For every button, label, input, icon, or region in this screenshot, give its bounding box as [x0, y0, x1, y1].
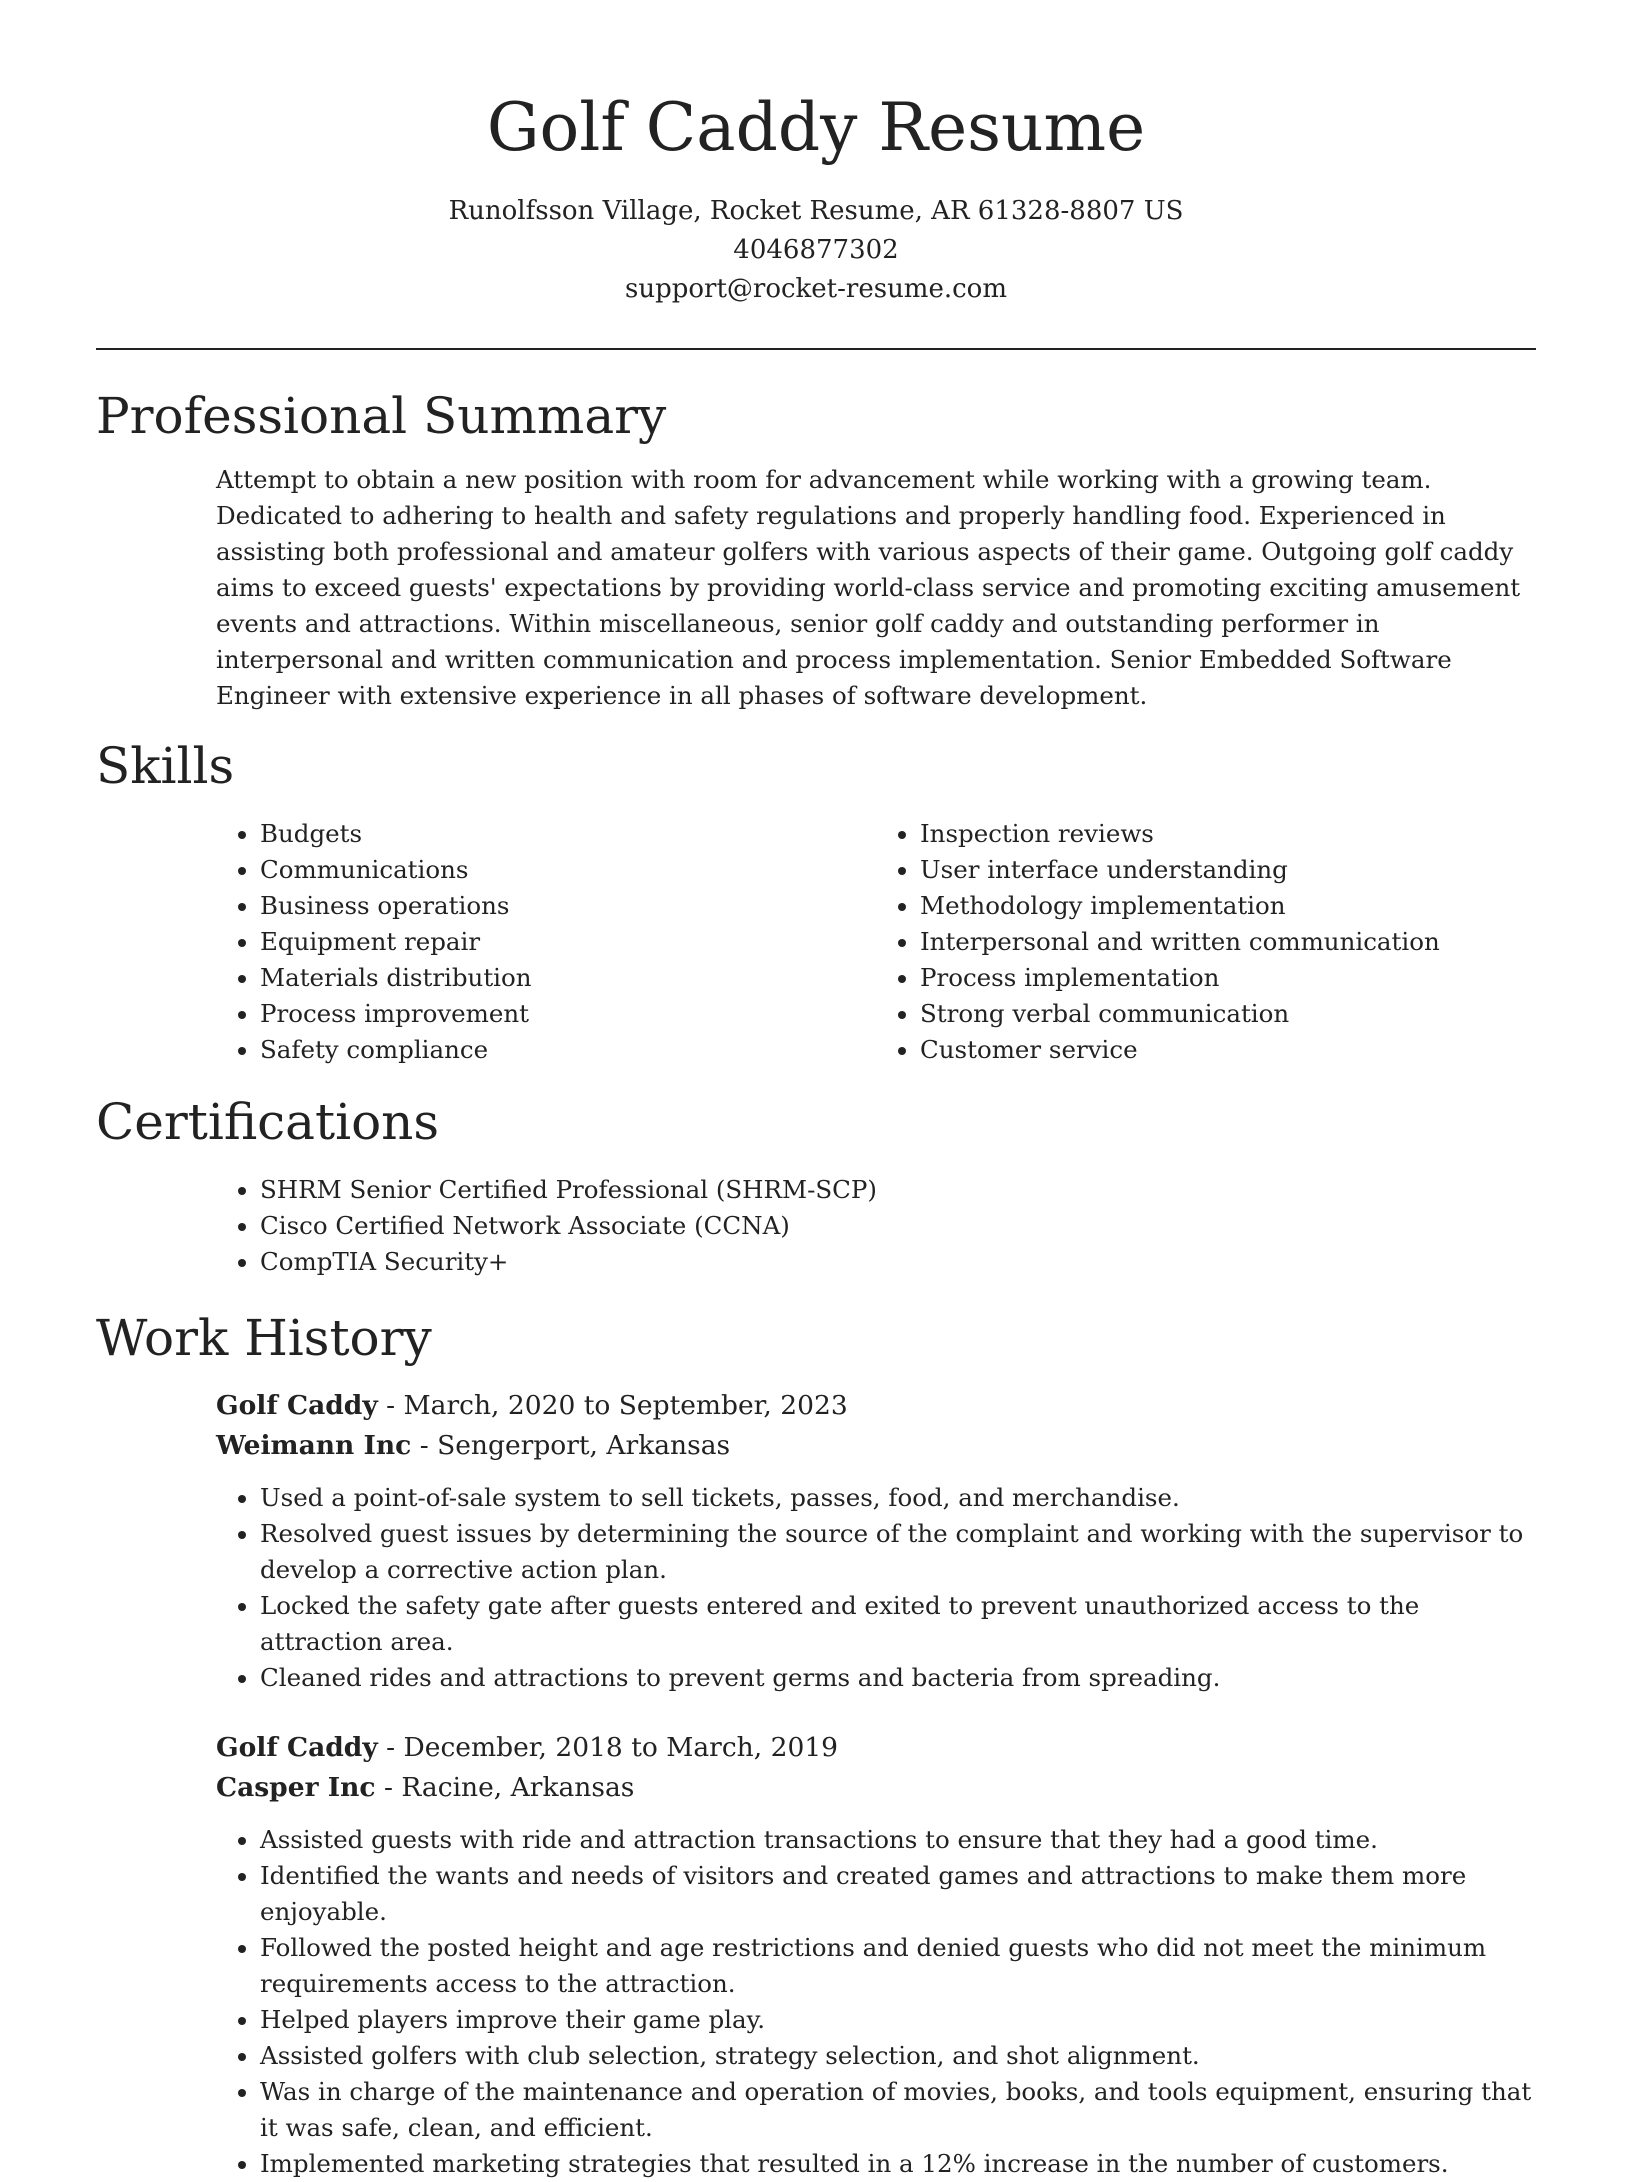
address: Runolfsson Village, Rocket Resume, AR 61328-8807 US: [448, 196, 1184, 226]
job-entry: [216, 1386, 1536, 1696]
job-bullet: • Assisted guests with ride and attraction transactions to ensure that they had a good time.: [260, 1822, 1536, 1858]
job-bullet: • Used a point-of-sale system to sell tickets, passes, food, and merchandise.: [260, 1480, 1536, 1516]
job-location: - Racine, Arkansas: [375, 1772, 635, 1803]
skill-item: • Process improvement: [260, 996, 876, 1032]
skills-column-2: [876, 816, 1536, 1068]
job-location: - Sengerport, Arkansas: [411, 1430, 731, 1461]
job-company: Casper Inc: [216, 1772, 376, 1803]
certifications-items: [216, 1172, 1536, 1280]
job-role-line: [216, 1728, 1536, 1768]
job-bullet: • Identified the wants and needs of visitors and created games and attractions to make them more enjoyable.: [260, 1858, 1536, 1930]
job-entry: [216, 1728, 1536, 2182]
skills-column-1: [216, 816, 876, 1068]
job-company: Weimann Inc: [216, 1430, 412, 1461]
job-bullet: • Followed the posted height and age restrictions and denied guests who did not meet the minimum requirements access to the attraction.: [260, 1930, 1536, 2002]
skill-item: • Interpersonal and written communication: [920, 924, 1536, 960]
skill-item: • Methodology implementation: [920, 888, 1536, 924]
job-bullet: • Helped players improve their game play.: [260, 2002, 1536, 2038]
resume-page: [96, 0, 1536, 2182]
contact-info: [96, 192, 1536, 309]
summary-heading: Professional Summary: [96, 387, 667, 445]
certifications-list: [216, 1172, 1536, 1280]
certification-item: • Cisco Certified Network Associate (CCNA): [260, 1208, 1536, 1244]
job-dates: - March, 2020 to September, 2023: [377, 1390, 848, 1421]
skill-item: • Materials distribution: [260, 960, 876, 996]
certification-item: • CompTIA Security+: [260, 1244, 1536, 1280]
job-role-line: [216, 1386, 1536, 1426]
header-divider: [96, 348, 1536, 350]
skill-item: • Communications: [260, 852, 876, 888]
skills-heading: Skills: [96, 737, 235, 795]
job-bullets: [216, 1822, 1536, 2182]
job-dates: - December, 2018 to March, 2019: [377, 1732, 839, 1763]
resume-title: Golf Caddy Resume: [486, 89, 1146, 166]
job-company-line: [216, 1768, 1536, 1808]
skill-item: • Equipment repair: [260, 924, 876, 960]
job-company-line: [216, 1426, 1536, 1466]
summary-text: Attempt to obtain a new position with room for advancement while working with a growing team. Dedicated to adhering to health and safety regulations and properly handling food. Experienced in assisting both professional and amateur golfers with various aspects of their game. Outgoing golf caddy aims to exceed guests' expectations by providing world-class service and promoting exciting amusement events and attractions. Within miscellaneous, senior golf caddy and outstanding performer in interpersonal and written communication and process implementation. Senior Embedded Software Engineer with extensive experience in all phases of software development.: [216, 465, 1521, 710]
job-bullet: • Resolved guest issues by determining the source of the complaint and working with the supervisor to develop a corrective action plan.: [260, 1516, 1536, 1588]
skill-item: • Customer service: [920, 1032, 1536, 1068]
work-history-heading: Work History: [96, 1309, 432, 1367]
skill-item: • User interface understanding: [920, 852, 1536, 888]
job-bullet: • Assisted golfers with club selection, strategy selection, and shot alignment.: [260, 2038, 1536, 2074]
job-role: Golf Caddy: [216, 1732, 378, 1763]
job-bullet: • Cleaned rides and attractions to prevent germs and bacteria from spreading.: [260, 1660, 1536, 1696]
skill-item: • Strong verbal communication: [920, 996, 1536, 1032]
job-bullet: • Implemented marketing strategies that resulted in a 12% increase in the number of customers.: [260, 2146, 1536, 2182]
skill-item: • Business operations: [260, 888, 876, 924]
phone: 4046877302: [733, 235, 899, 265]
certification-item: • SHRM Senior Certified Professional (SHRM-SCP): [260, 1172, 1536, 1208]
certifications-heading: Certifications: [96, 1093, 440, 1151]
skills-list: [216, 816, 1536, 1068]
skill-item: • Budgets: [260, 816, 876, 852]
skill-item: • Process implementation: [920, 960, 1536, 996]
job-bullet: • Was in charge of the maintenance and operation of movies, books, and tools equipment, ensuring that it was safe, clean, and efficient.: [260, 2074, 1536, 2146]
email: support@rocket-resume.com: [624, 274, 1007, 304]
job-bullets: [216, 1480, 1536, 1696]
skill-item: • Inspection reviews: [920, 816, 1536, 852]
skill-item: • Safety compliance: [260, 1032, 876, 1068]
resume-header: [96, 0, 1536, 309]
job-role: Golf Caddy: [216, 1390, 378, 1421]
job-bullet: • Locked the safety gate after guests entered and exited to prevent unauthorized access to the attraction area.: [260, 1588, 1536, 1660]
